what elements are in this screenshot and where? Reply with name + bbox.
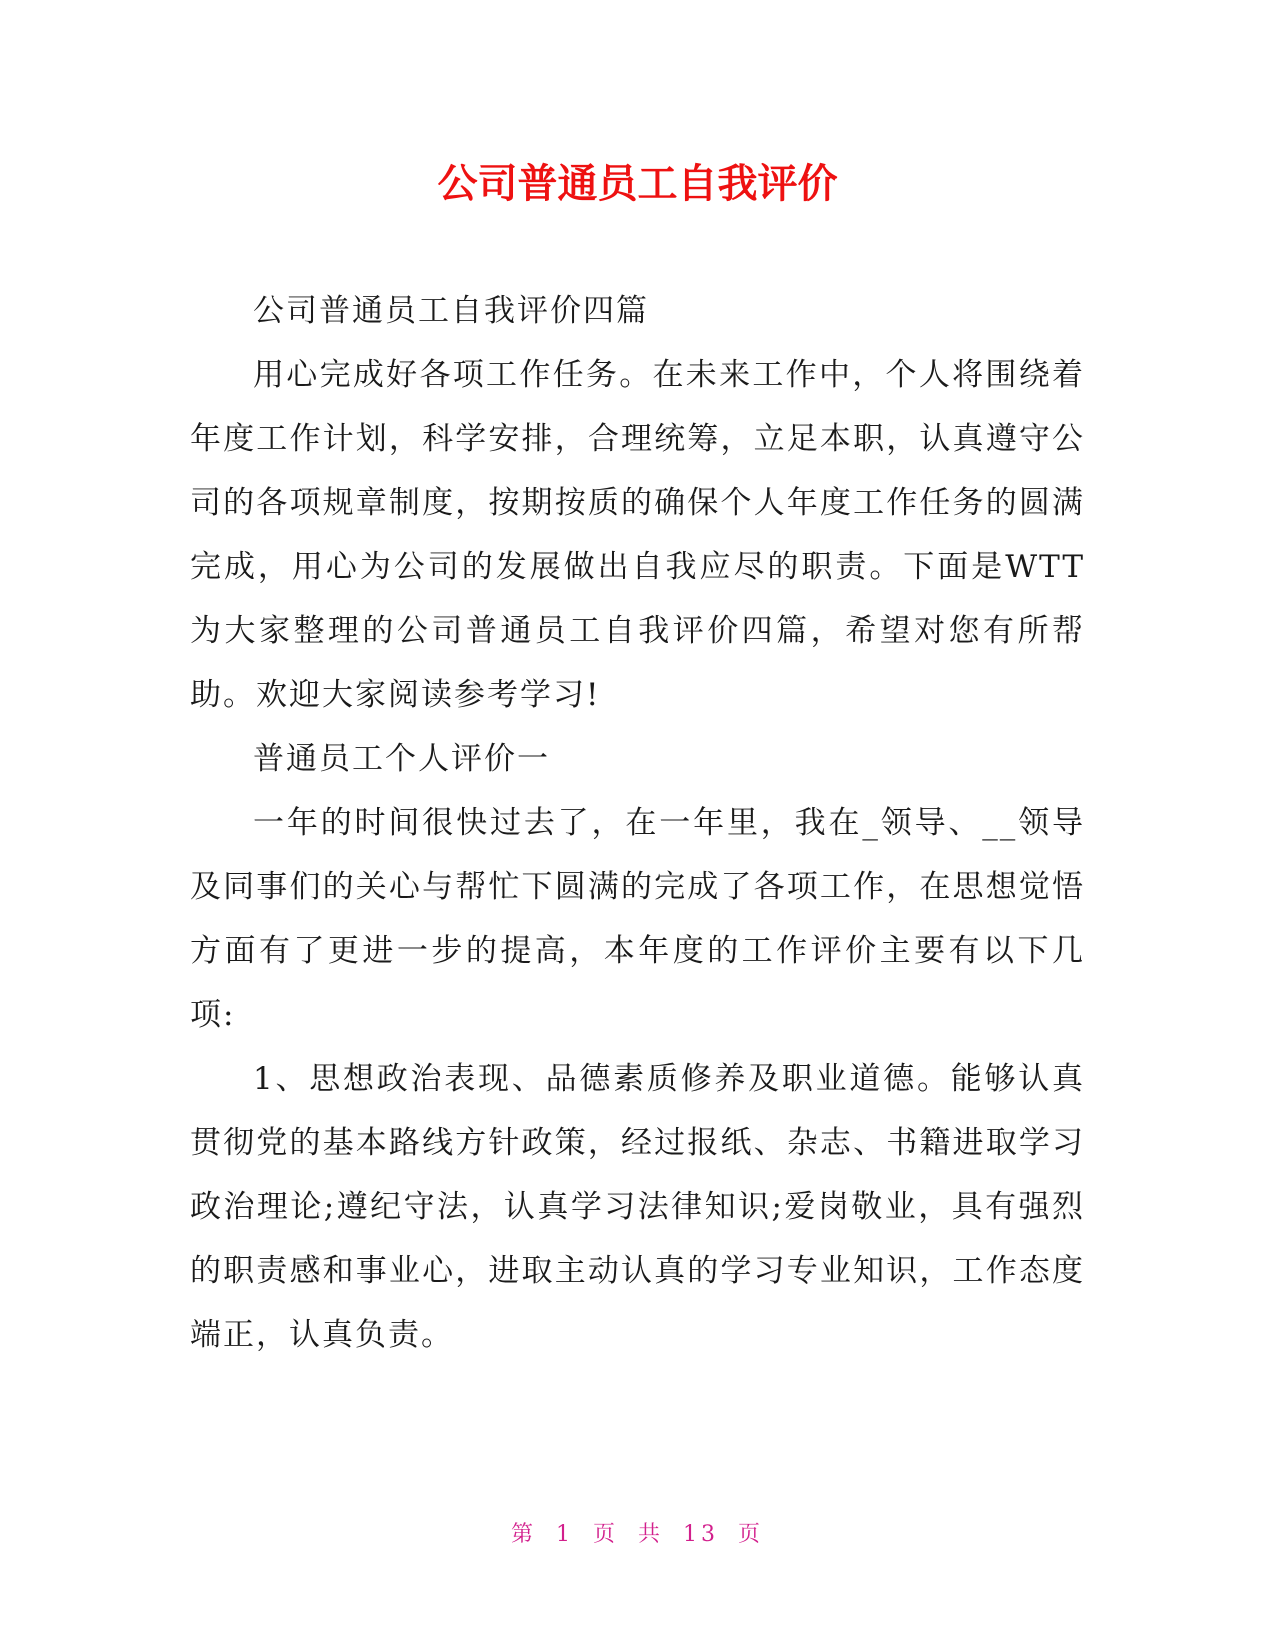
page-footer: 第 1 页 共 13 页 (511, 1522, 764, 1547)
body-paragraph: 一年的时间很快过去了，在一年里，我在_领导、__领导及同事们的关心与帮忙下圆满的完成了各项工作，在思想觉悟方面有了更进一步的提高，本年度的工作评价主要有以下几项: (190, 805, 1085, 1033)
intro-paragraph: 用心完成好各项工作任务。在未来工作中，个人将围绕着年度工作计划，科学安排，合理统筹，立足本职，认真遵守公司的各项规章制度，按期按质的确保个人年度工作任务的圆满完成，用心为公司的发展做出自我应尽的职责。下面是WTT为大家整理的公司普通员工自我评价四篇，希望对您有所帮助。欢迎大家阅读参考学习! (190, 357, 1085, 713)
document-body (190, 279, 1085, 1367)
subtitle-paragraph: 公司普通员工自我评价四篇 (253, 293, 649, 329)
body-paragraph: 1、思想政治表现、品德素质修养及职业道德。能够认真贯彻党的基本路线方针政策，经过报纸、杂志、书籍进取学习政治理论;遵纪守法，认真学习法律知识;爱岗敬业，具有强烈的职责感和事业心，进取主动认真的学习专业知识，工作态度端正，认真负责。 (190, 1061, 1085, 1353)
section-heading: 普通员工个人评价一 (253, 741, 550, 777)
document-title: 公司普通员工自我评价 (437, 161, 838, 207)
